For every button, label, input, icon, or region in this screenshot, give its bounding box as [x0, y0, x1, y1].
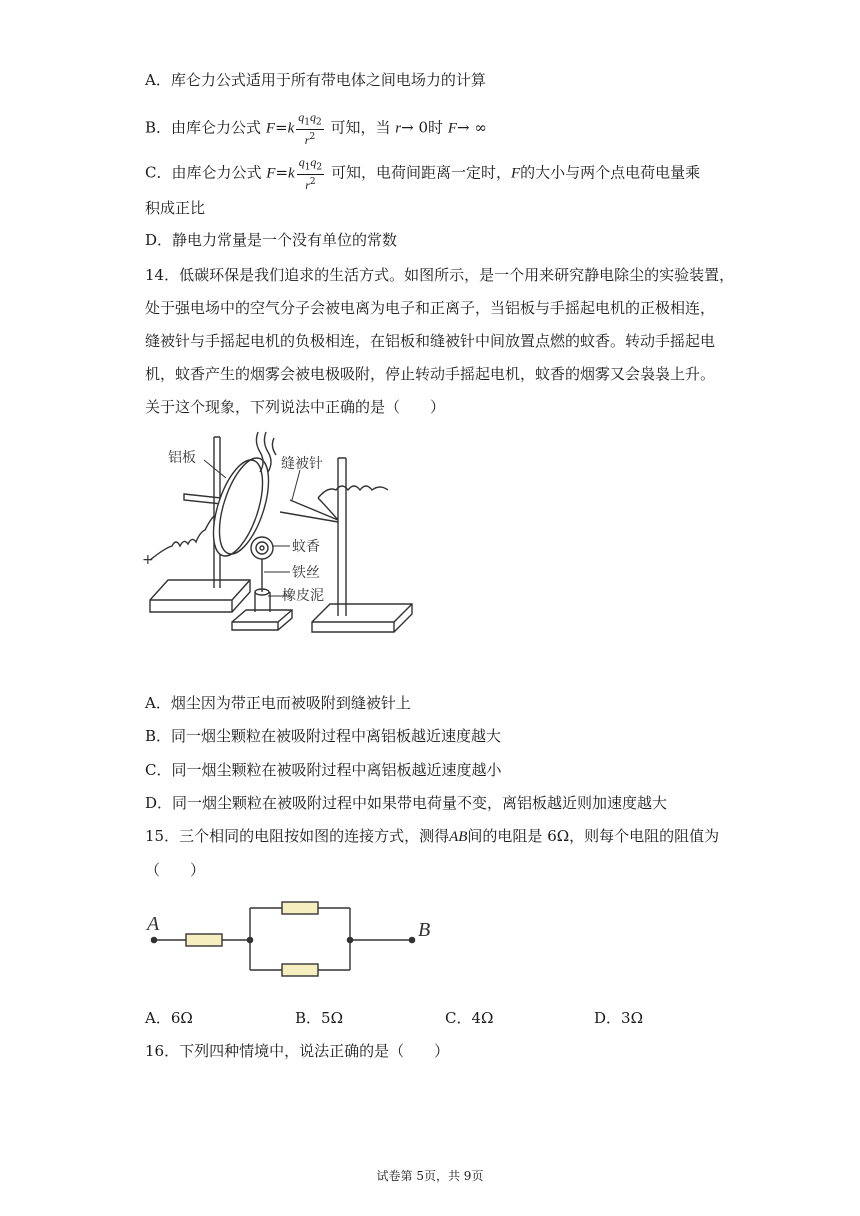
node-a: [151, 937, 156, 942]
incense-coil: [251, 537, 273, 559]
q13-option-b: B．由库仑力公式 F=k $\frac{q_1q_2}{r^2}$ 可知，当 r→ 0时 F→ ∞: [145, 110, 487, 148]
resistor-parallel-top: [282, 902, 318, 914]
coulomb-fraction: $\frac{q_1q_2}{r^2}$: [298, 155, 323, 193]
q14-option-b: B．同一烟尘颗粒在被吸附过程中离铝板越近速度越大: [145, 727, 502, 745]
q14-stem-5: 关于这个现象，下列说法中正确的是（ ）: [145, 398, 446, 416]
label-clay: 橡皮泥: [282, 588, 324, 604]
resistor-series: [186, 934, 222, 946]
right-stand-base: [312, 604, 412, 632]
label-aluminum-plate: 铝板: [168, 450, 196, 466]
q15-option-c: C．4Ω: [445, 1009, 494, 1027]
sewing-needle: [280, 498, 338, 522]
resistor-parallel-bottom: [282, 964, 318, 976]
q15-stem-2: （ ）: [145, 861, 206, 879]
q15-stem-1: 15．三个相同的电阻按如图的连接方式，测得AB间的电阻是 6Ω，则每个电阻的阻值为: [145, 827, 720, 845]
q14-stem-2: 处于强电场中的空气分子会被电离为电子和正离子，当铝板与手摇起电机的正极相连，: [145, 299, 716, 317]
leader-line-needle: [292, 470, 300, 500]
q14-option-d: D．同一烟尘颗粒在被吸附过程中如果带电荷量不变，离铝板越近则加速度越大: [145, 794, 668, 812]
node-left: [247, 937, 252, 942]
q13-option-a: A．库仑力公式适用于所有带电体之间电场力的计算: [145, 71, 486, 89]
leader-line-plate: [204, 460, 226, 478]
left-stand-base: [150, 580, 250, 612]
node-right: [347, 937, 352, 942]
node-b: [409, 937, 414, 942]
electrostatic-precipitator-figure: [140, 425, 430, 650]
resistor-circuit-figure: [140, 895, 440, 980]
page-footer: 试卷第 5页，共 9页: [376, 1169, 484, 1183]
label-sewing-needle: 缝被针: [281, 456, 323, 472]
q14-stem-4: 机，蚊香产生的烟雾会被电极吸附，停止转动手摇起电机，蚊香的烟雾又会袅袅上升。: [145, 365, 716, 383]
right-stand-rod: [338, 458, 346, 616]
q13-option-c: C．由库仑力公式 F=k $\frac{q_1q_2}{r^2}$ 可知，电荷间距离一定时，F的大小与两个点电荷电量乘: [145, 155, 701, 193]
q14-stem-3: 缝被针与手摇起电机的负极相连，在铝板和缝被针中间放置点燃的蚊香。转动手摇起电: [145, 332, 716, 350]
label-plus: +: [142, 552, 154, 568]
q14-option-a: A．烟尘因为带正电而被吸附到缝被针上: [145, 694, 411, 712]
label-incense: 蚊香: [292, 539, 320, 555]
q15-option-b: B．5Ω: [295, 1009, 344, 1027]
coulomb-fraction: $\frac{q_1q_2}{r^2}$: [298, 110, 322, 148]
q16-stem-1: 16．下列四种情境中，说法正确的是（ ）: [145, 1042, 450, 1060]
q15-option-a: A．6Ω: [145, 1009, 193, 1027]
q15-option-d: D．3Ω: [594, 1009, 644, 1027]
label-a: A: [147, 913, 160, 935]
q13-option-d: D．静电力常量是一个没有单位的常数: [145, 231, 398, 249]
positive-lead-wire: [150, 516, 214, 560]
q13-option-c-cont: 积成正比: [145, 199, 206, 217]
q14-stem-1: 14．低碳环保是我们追求的生活方式。如图所示，是一个用来研究静电除尘的实验装置，: [145, 266, 735, 284]
negative-lead-wire: [318, 486, 388, 498]
label-b: B: [418, 919, 431, 941]
label-iron-wire: 铁丝: [292, 565, 320, 581]
center-base: [232, 610, 292, 630]
q14-option-c: C．同一烟尘颗粒在被吸附过程中离铝板越近速度越小: [145, 761, 502, 779]
